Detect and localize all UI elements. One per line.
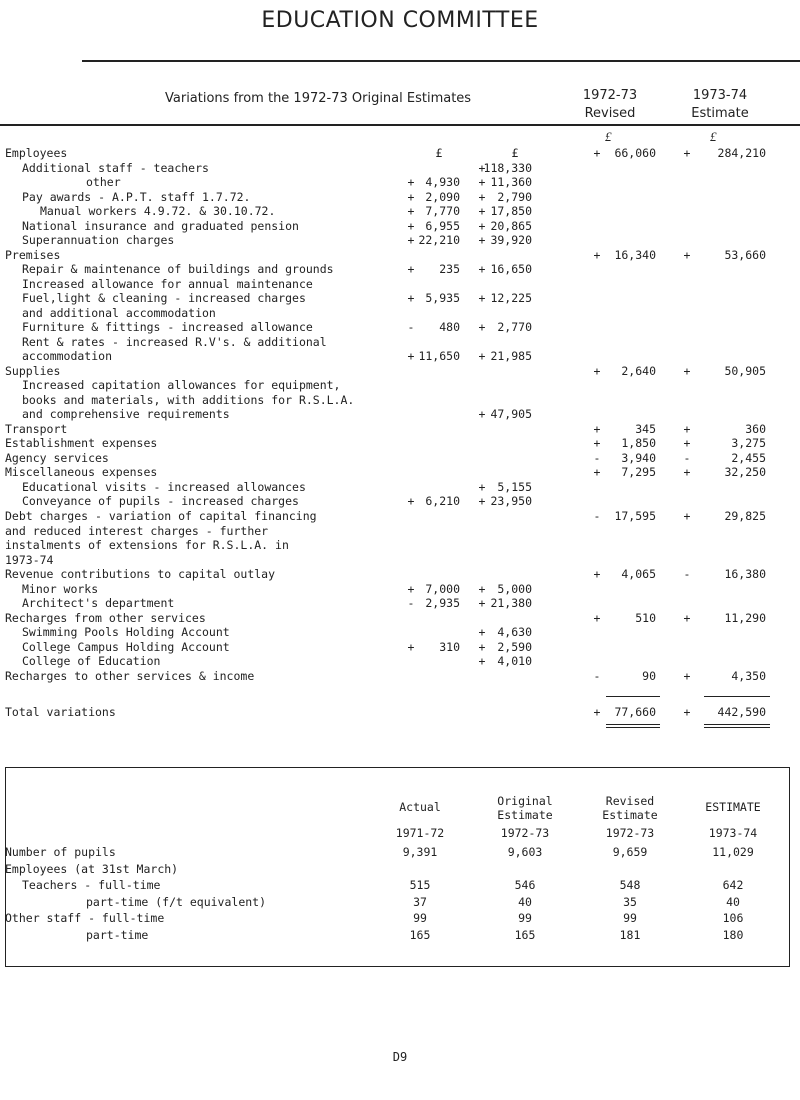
stats-row [0,878,800,892]
stats-column-heading: Actual [399,800,441,814]
total-row [0,705,800,719]
row-label: National insurance and graduated pension [22,218,299,233]
row-label: Swimming Pools Holding Account [22,625,230,640]
stats-column-heading: 1972-73 [605,826,655,840]
stats-row [0,911,800,925]
stats-cell: 106 [722,911,744,925]
col4-pound-sign: £ [710,129,717,144]
col1-sign: + [407,291,415,306]
col3-sign: + [593,421,601,436]
col1-sign: + [407,175,415,190]
col2-sign: + [478,625,486,640]
col4-sign: + [683,668,691,683]
row-label: College Campus Holding Account [22,639,230,654]
variation-row [0,320,800,334]
stats-cell: 181 [619,927,641,942]
col2-sign: + [478,349,486,364]
variation-row [0,553,800,567]
col4-value: 11,290 [724,610,766,625]
variation-row [0,436,800,450]
row-label: Debt charges - variation of capital financing [5,509,317,523]
row-label: Revenue contributions to capital outlay [5,567,276,582]
variation-row [0,364,800,378]
col3-value: 3,940 [621,450,656,465]
total-col3-value: 77,660 [614,705,656,719]
variation-row [0,349,800,363]
stats-row [0,928,800,942]
col2-value: 118,330 [483,160,532,175]
row-label: Recharges to other services & income [5,668,255,683]
variation-row [0,204,800,218]
row-label: Educational visits - increased allowances [22,479,306,494]
col3-sign: - [593,509,601,523]
col2-sign: + [478,581,486,596]
col3-sign: + [593,436,601,451]
col2-value: 2,770 [497,320,532,335]
col1-pound-sign: £ [435,146,443,160]
col2-value: 47,905 [490,407,532,422]
col3-value: 16,340 [614,247,656,262]
variation-row [0,669,800,683]
row-label: Rent & rates - increased R.V's. & additional [22,334,327,349]
variation-row [0,625,800,639]
col2-value: 5,000 [497,581,532,596]
col1-value: 235 [439,262,460,277]
variation-row [0,378,800,392]
title-rule [82,60,800,62]
col1-sign: - [407,320,415,335]
col3-value: 345 [635,421,656,436]
row-label: Increased capitation allowances for equipment, [22,378,341,393]
variation-row [0,291,800,305]
col2-value: 4,010 [497,654,532,669]
stats-cell: 99 [413,911,427,925]
row-label: Furniture & fittings - increased allowance [22,320,313,335]
row-label: and comprehensive requirements [22,407,230,422]
col4-value: 50,905 [724,363,766,378]
col2-sign: + [478,160,486,175]
stats-column-heading: 1972-73 [500,826,550,840]
col2-sign: + [478,320,486,335]
col2-value: 20,865 [490,218,532,233]
stats-row-label: Other staff - full-time [5,911,165,925]
variation-row [0,161,800,175]
col1-value: 480 [439,320,460,335]
col2-sign: + [478,654,486,669]
stats-row-label: part-time [86,927,149,942]
col2-sign: + [478,218,486,233]
col2-sign: + [478,233,486,248]
col1-sign: + [407,349,415,364]
col2-value: 2,590 [497,639,532,654]
col1-value: 7,770 [425,204,460,219]
stats-cell: 642 [722,878,744,892]
col4-heading-year: 1973-74 [692,88,748,103]
col2-value: 39,920 [490,233,532,248]
col2-value: 17,850 [490,204,532,219]
col2-sign: + [478,596,486,611]
row-label: Manual workers 4.9.72. & 30.10.72. [40,204,276,219]
col2-sign: + [478,479,486,494]
page-title: EDUCATION COMMITTEE [261,8,539,33]
col3-total-rule [606,696,660,697]
variation-row [0,393,800,407]
stats-row [0,862,800,876]
variation-row [0,465,800,479]
col4-total-rule [704,696,770,697]
col1-value: 6,955 [425,218,460,233]
stats-cell: 165 [514,927,536,942]
variation-row [0,567,800,581]
row-label: and reduced interest charges - further [5,523,269,538]
table-caption: Variations from the 1972-73 Original Estimates [165,91,472,106]
col2-sign: + [478,639,486,654]
col2-sign: + [478,204,486,219]
variation-row [0,248,800,262]
row-label: other [86,175,121,190]
col2-sign: + [478,262,486,277]
total-label: Total variations [5,705,116,719]
col3-value: 17,595 [614,509,656,523]
col4-sign: + [683,421,691,436]
variation-row [0,494,800,508]
variation-row [0,190,800,204]
variation-row [0,175,800,189]
col1-sign: + [407,204,415,219]
variation-row [0,640,800,654]
col4-double-rule-1 [704,724,770,725]
row-label: instalments of extensions for R.S.L.A. in [5,538,289,553]
col2-sign: + [478,291,486,306]
col4-sign: + [683,247,691,262]
col4-sign: - [683,567,691,582]
stats-cell: 165 [409,927,431,942]
col1-value: 4,930 [425,175,460,190]
stats-row [0,895,800,909]
row-label: Increased allowance for annual maintenance [22,276,313,291]
row-label: Establishment expenses [5,436,158,451]
col1-sign: + [407,581,415,596]
col1-value: 11,650 [418,349,460,364]
header-rule [0,124,800,126]
row-label: Superannuation charges [22,233,175,248]
col2-value: 4,630 [497,625,532,640]
col4-double-rule-2 [704,727,770,728]
col3-pound-sign: £ [605,129,612,144]
col1-sign: + [407,262,415,277]
col3-sign: + [593,146,601,160]
variation-row [0,524,800,538]
row-label: Conveyance of pupils - increased charges [22,494,299,509]
col2-value: 12,225 [490,291,532,306]
col3-sign: + [593,363,601,378]
col4-sign: + [683,465,691,480]
col1-value: 7,000 [425,581,460,596]
stats-row-label: Teachers - full-time [22,878,161,892]
variation-row [0,306,800,320]
col1-sign: + [407,639,415,654]
col2-pound-sign: £ [511,146,519,160]
variation-row [0,407,800,421]
col1-sign: + [407,494,415,509]
col2-sign: + [478,175,486,190]
col4-value: 2,455 [731,450,766,465]
col1-value: 5,935 [425,291,460,306]
col2-sign: + [478,189,486,204]
row-label: Minor works [22,581,99,596]
row-label: and additional accommodation [22,305,216,320]
col3-heading-label: Revised [584,106,636,121]
col3-value: 66,060 [614,146,656,160]
col4-value: 360 [745,421,766,436]
total-col3-sign: + [593,705,601,719]
stats-cell: 37 [413,894,427,909]
col2-value: 11,360 [490,175,532,190]
col3-value: 1,850 [621,436,656,451]
stats-column-heading: Original [497,794,553,808]
col1-sign: + [407,218,415,233]
col2-value: 5,155 [497,479,532,494]
variation-row [0,611,800,625]
variation-row [0,654,800,668]
col4-value: 4,350 [731,668,766,683]
col4-sign: + [683,610,691,625]
stats-cell: 9,391 [402,845,438,859]
stats-cell: 99 [518,911,532,925]
col4-value: 32,250 [724,465,766,480]
stats-cell: 40 [518,894,532,909]
stats-column-heading: ESTIMATE [705,800,761,814]
col1-value: 310 [439,639,460,654]
stats-cell: 180 [722,927,744,942]
row-label: Recharges from other services [5,610,206,625]
col3-value: 7,295 [621,465,656,480]
col4-heading-label: Estimate [691,106,749,121]
row-label: Supplies [5,363,61,378]
col4-sign: + [683,436,691,451]
col1-sign: + [407,233,415,248]
variation-row [0,146,800,160]
col1-sign: + [407,189,415,204]
stats-row [0,845,800,859]
variation-row [0,451,800,465]
col4-sign: + [683,509,691,523]
col3-value: 4,065 [621,567,656,582]
variation-row [0,509,800,523]
variation-row [0,538,800,552]
stats-cell: 35 [623,894,637,909]
row-label: Miscellaneous expenses [5,465,158,480]
col4-value: 29,825 [724,509,766,523]
stats-cell: 40 [726,894,740,909]
col4-sign: - [683,450,691,465]
stats-row-label: Employees (at 31st March) [5,861,179,876]
col4-value: 284,210 [717,146,766,160]
col1-sign: - [407,596,415,611]
stats-column-heading: 1973-74 [708,826,758,840]
col2-value: 23,950 [490,494,532,509]
col2-value: 21,985 [490,349,532,364]
col3-sign: - [593,668,601,683]
variation-row [0,277,800,291]
row-label: Agency services [5,450,109,465]
page-number: D9 [392,1050,408,1064]
stats-column-heading: Estimate [497,808,553,822]
row-label: books and materials, with additions for R.S.L.A. [22,392,355,407]
variation-row [0,480,800,494]
col4-value: 16,380 [724,567,766,582]
stats-row-label: part-time (f/t equivalent) [86,894,267,909]
total-col4-sign: + [683,705,691,719]
col3-sign: + [593,465,601,480]
col2-value: 16,650 [490,262,532,277]
col3-value: 90 [642,668,656,683]
stats-cell: 99 [623,911,637,925]
stats-cell: 546 [514,878,536,892]
stats-row-label: Number of pupils [5,845,116,859]
col2-sign: + [478,407,486,422]
col3-heading-year: 1972-73 [582,88,638,103]
col3-sign: + [593,567,601,582]
variation-row [0,219,800,233]
row-label: Employees [5,146,68,160]
stats-cell: 9,659 [612,845,648,859]
variation-row [0,422,800,436]
row-label: 1973-74 [5,552,54,567]
col3-value: 510 [635,610,656,625]
col2-value: 21,380 [490,596,532,611]
col1-value: 6,210 [425,494,460,509]
stats-cell: 548 [619,878,641,892]
variation-row [0,596,800,610]
col3-double-rule-2 [606,727,660,728]
row-label: Fuel,light & cleaning - increased charges [22,291,306,306]
row-label: College of Education [22,654,161,669]
col2-sign: + [478,494,486,509]
total-col4-value: 442,590 [717,705,766,719]
stats-cell: 11,029 [712,845,754,859]
col4-value: 53,660 [724,247,766,262]
stats-column-heading: 1971-72 [395,826,445,840]
variation-row [0,233,800,247]
row-label: Architect's department [22,596,175,611]
col4-sign: + [683,146,691,160]
col1-value: 22,210 [418,233,460,248]
col3-value: 2,640 [621,363,656,378]
row-label: Transport [5,421,68,436]
col3-sign: - [593,450,601,465]
variation-row [0,582,800,596]
col2-value: 2,790 [497,189,532,204]
stats-column-heading: Revised [605,794,655,808]
col3-sign: + [593,247,601,262]
row-label: accommodation [22,349,113,364]
variation-row [0,262,800,276]
col3-sign: + [593,610,601,625]
row-label: Repair & maintenance of buildings and grounds [22,262,334,277]
row-label: Pay awards - A.P.T. staff 1.7.72. [22,189,251,204]
col3-double-rule-1 [606,724,660,725]
stats-cell: 515 [409,878,431,892]
row-label: Additional staff - teachers [22,160,209,175]
col1-value: 2,090 [425,189,460,204]
stats-column-heading: Estimate [602,808,658,822]
col4-sign: + [683,363,691,378]
variation-row [0,335,800,349]
col4-value: 3,275 [731,436,766,451]
col1-value: 2,935 [425,596,460,611]
stats-cell: 9,603 [507,845,543,859]
row-label: Premises [5,247,61,262]
